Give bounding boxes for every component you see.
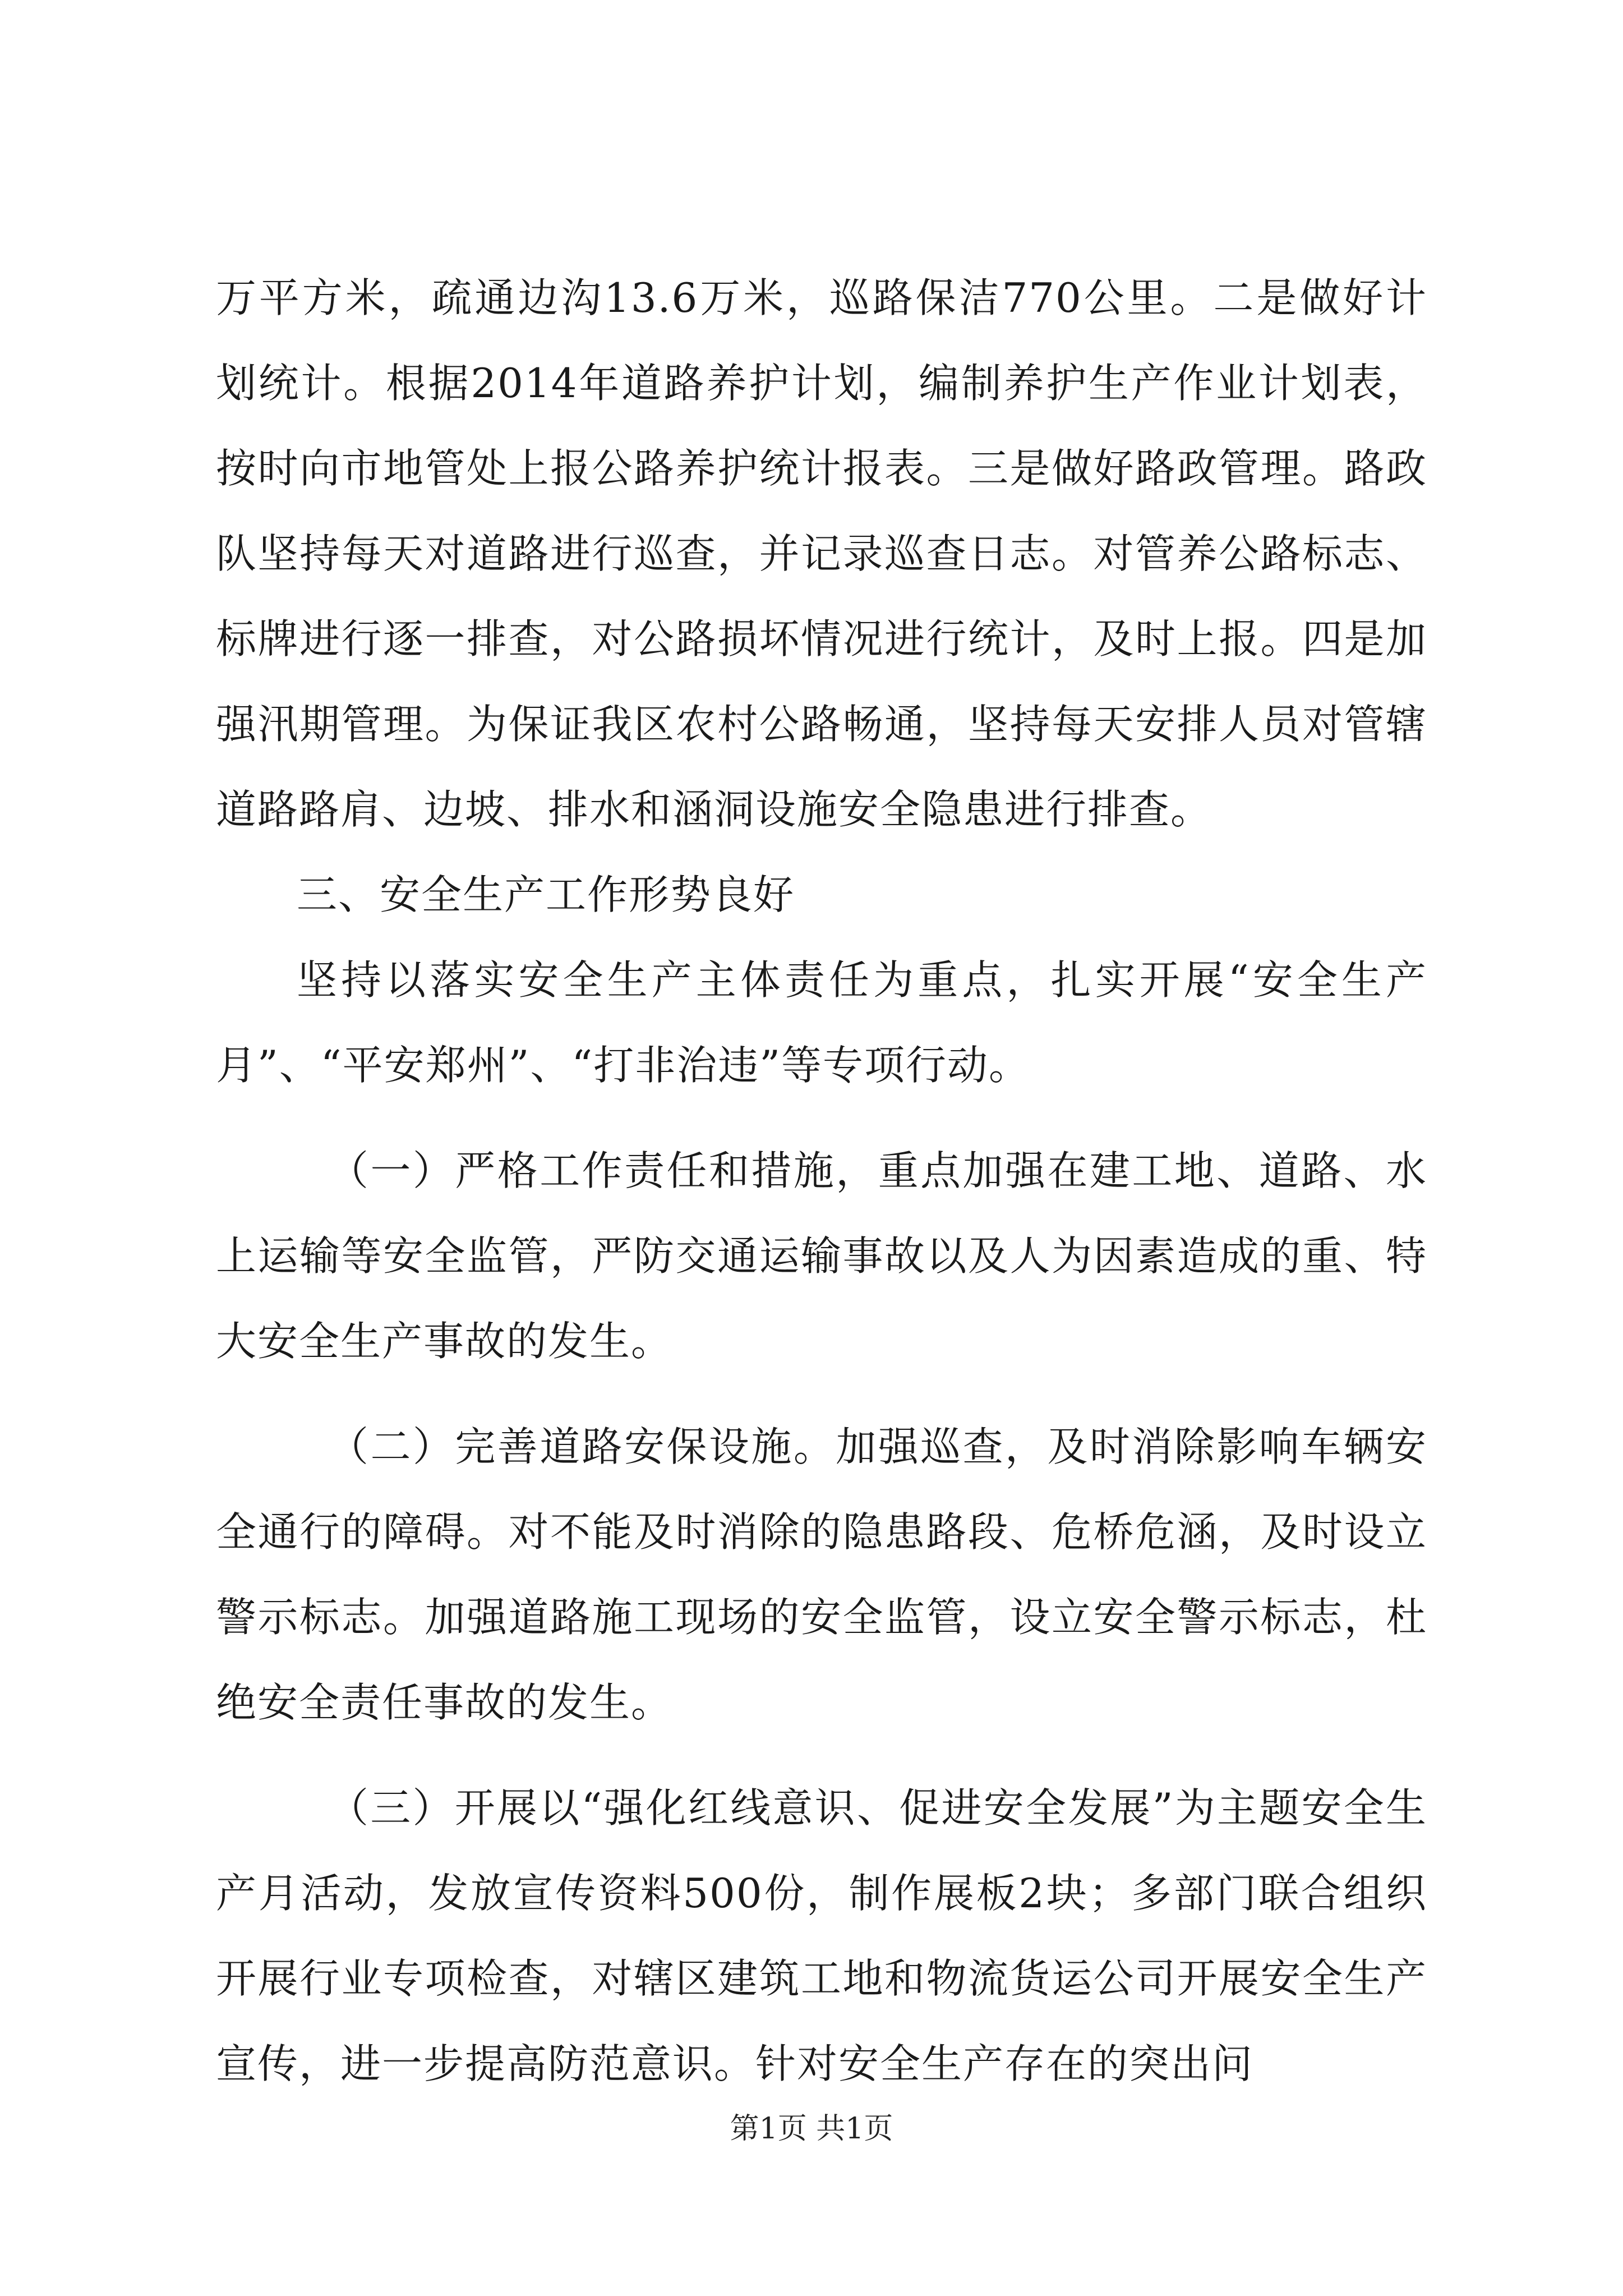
paragraph-item-1: （一）严格工作责任和措施，重点加强在建工地、道路、水上运输等安全监管，严防交通运输事故以及人为因素造成的重、特大安全生产事故的发生。 — [216, 1147, 1427, 1365]
paragraph-item-2: （二）完善道路安保设施。加强巡查，及时消除影响车辆安全通行的障碍。对不能及时消除的隐患路段、危桥危涵，及时设立警示标志。加强道路施工现场的安全监管，设立安全警示标志，杜绝安全责任事故的发生。 — [216, 1423, 1427, 1726]
paragraph-item-3: （三）开展以“强化红线意识、促进安全发展”为主题安全生产月活动，发放宣传资料500份，制作展板2块；多部门联合组织开展行业专项检查，对辖区建筑工地和物流货运公司开展安全生产宣传，进一步提高防范意识。针对安全生产存在的突出问 — [216, 1784, 1427, 2087]
document-body — [216, 255, 1427, 2106]
section-heading-safety: 三、安全生产工作形势良好 — [297, 871, 795, 918]
page-footer: 第1页 共1页 — [730, 2112, 893, 2146]
paragraph-safety-intro: 坚持以落实安全生产主体责任为重点，扎实开展“安全生产月”、“平安郑州”、“打非治违”等专项行动。 — [216, 956, 1427, 1089]
paragraph-road-maintenance: 万平方米，疏通边沟13.6万米，巡路保洁770公里。二是做好计划统计。根据2014年道路养护计划，编制养护生产作业计划表，按时向市地管处上报公路养护统计报表。三是做好路政管理。路政队坚持每天对道路进行巡查，并记录巡查日志。对管养公路标志、标牌进行逐一排查，对公路损坏情况进行统计，及时上报。四是加强汛期管理。为保证我区农村公路畅通，坚持每天安排人员对管辖道路路肩、边坡、排水和涵洞设施安全隐患进行排查。 — [216, 274, 1427, 833]
